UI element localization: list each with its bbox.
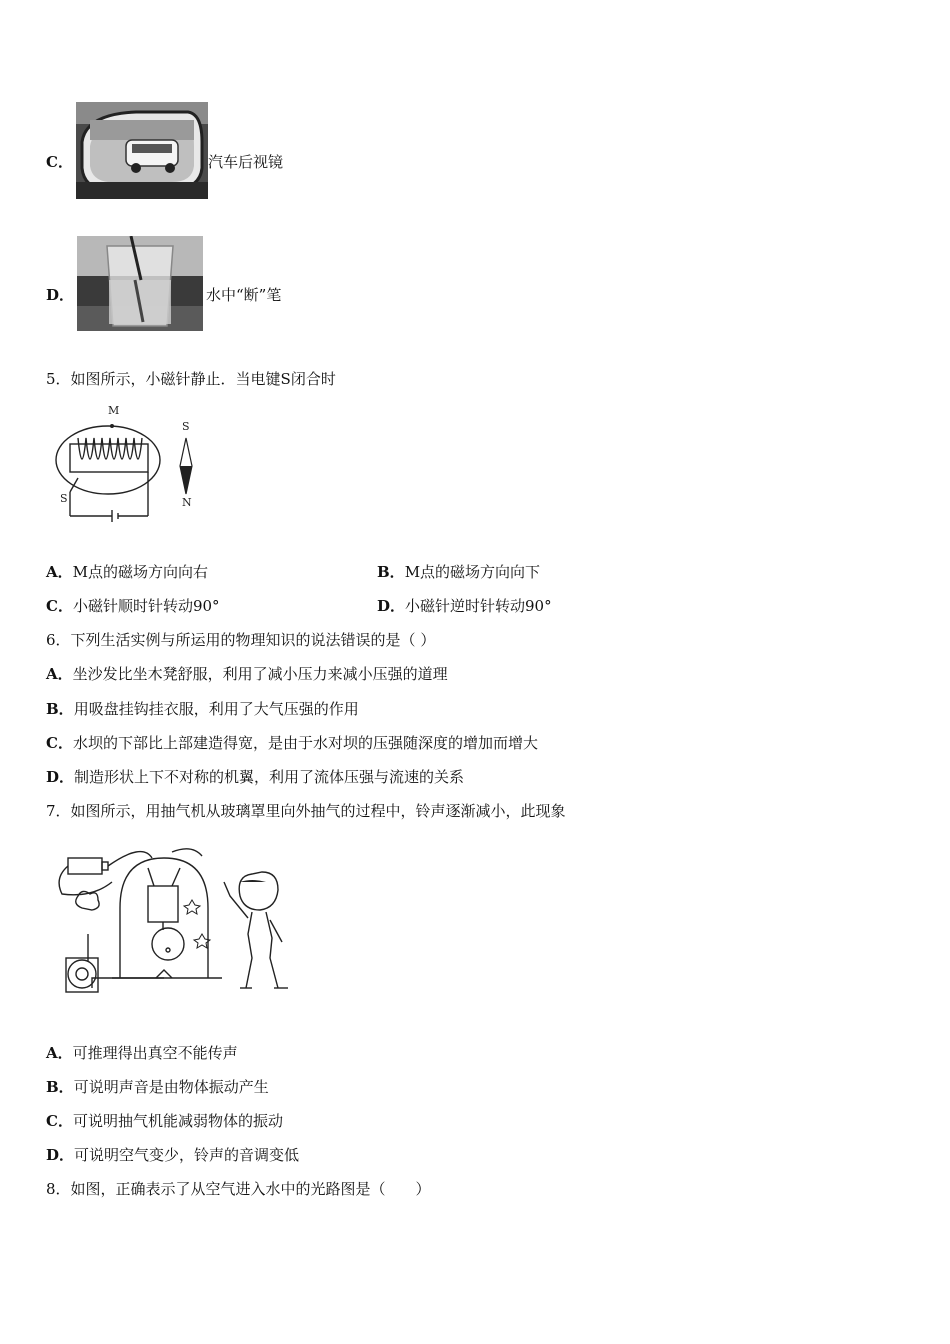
option-label: D． — [46, 286, 75, 304]
option-label: C． — [46, 153, 73, 171]
compass-s-label: S — [182, 420, 190, 433]
option-text: 可说明空气变少，铃声的音调变低 — [74, 1146, 300, 1164]
q6-option-b — [46, 699, 359, 719]
vacuum-bell-jar-diagram — [52, 838, 300, 1000]
q7-option-b — [46, 1077, 269, 1097]
q5-option-a — [46, 562, 208, 582]
option-label: B． — [46, 1078, 74, 1096]
solenoid-compass-diagram — [48, 400, 213, 530]
option-label: C． — [46, 734, 73, 752]
option-text: 可说明声音是由物体振动产生 — [73, 1078, 269, 1096]
q6-option-a — [46, 664, 448, 684]
option-label: A． — [46, 665, 73, 683]
q4-option-c — [46, 152, 73, 172]
option-label: D． — [377, 597, 406, 615]
q5-stem: 5．如图所示，小磁针静止．当电键S闭合时 — [46, 370, 336, 388]
q7-stem: 7．如图所示，用抽气机从玻璃罩里向外抽气的过程中，铃声逐渐减小，此现象 — [46, 802, 566, 820]
option-text: 小磁针顺时针转动90° — [72, 597, 220, 615]
car-mirror-photo — [76, 102, 208, 199]
option-text: 可推理得出真空不能传声 — [72, 1044, 238, 1062]
option-label: C． — [46, 1112, 73, 1130]
option-text: 可说明抽气机能减弱物体的振动 — [72, 1112, 283, 1130]
option-label: B． — [377, 563, 405, 581]
q5-option-c — [46, 596, 220, 616]
option-label: A． — [46, 1044, 73, 1062]
option-label: A． — [46, 563, 73, 581]
switch-label: S — [60, 492, 68, 505]
q6-option-c — [46, 733, 538, 753]
option-text: 坐沙发比坐木凳舒服，利用了减小压力来减小压强的道理 — [72, 665, 448, 683]
q7-option-c — [46, 1111, 283, 1131]
q4-option-d-caption: 水中“断”笔 — [206, 286, 282, 304]
q6-option-d — [46, 767, 464, 787]
q4-option-d — [46, 285, 74, 305]
option-text: M点的磁场方向向右 — [72, 563, 209, 581]
option-label: D． — [46, 1146, 75, 1164]
q5-option-d — [377, 596, 552, 616]
option-text: 小磁针逆时针转动90° — [405, 597, 552, 615]
option-text: 水坝的下部比上部建造得宽，是由于水对坝的压强随深度的增加而增大 — [72, 734, 538, 752]
option-text: M点的磁场方向向下 — [404, 563, 541, 581]
compass-n-label: N — [182, 496, 192, 509]
option-label: D． — [46, 768, 75, 786]
q7-option-d — [46, 1145, 299, 1165]
q4-option-c-caption: 汽车后视镜 — [208, 153, 284, 171]
option-label: C． — [46, 597, 73, 615]
q6-stem: 6．下列生活实例与所运用的物理知识的说法错误的是（ ） — [46, 631, 436, 649]
q5-option-b — [377, 562, 540, 582]
option-text: 用吸盘挂钩挂衣服，利用了大气压强的作用 — [73, 700, 359, 718]
q7-option-a — [46, 1043, 238, 1063]
q8-stem: 8．如图，正确表示了从空气进入水中的光路图是（ ） — [46, 1180, 431, 1198]
option-label: B． — [46, 700, 74, 718]
option-text: 制造形状上下不对称的机翼，利用了流体压强与流速的关系 — [74, 768, 465, 786]
point-m-label: M — [108, 404, 120, 417]
pen-in-water-photo — [77, 236, 203, 331]
